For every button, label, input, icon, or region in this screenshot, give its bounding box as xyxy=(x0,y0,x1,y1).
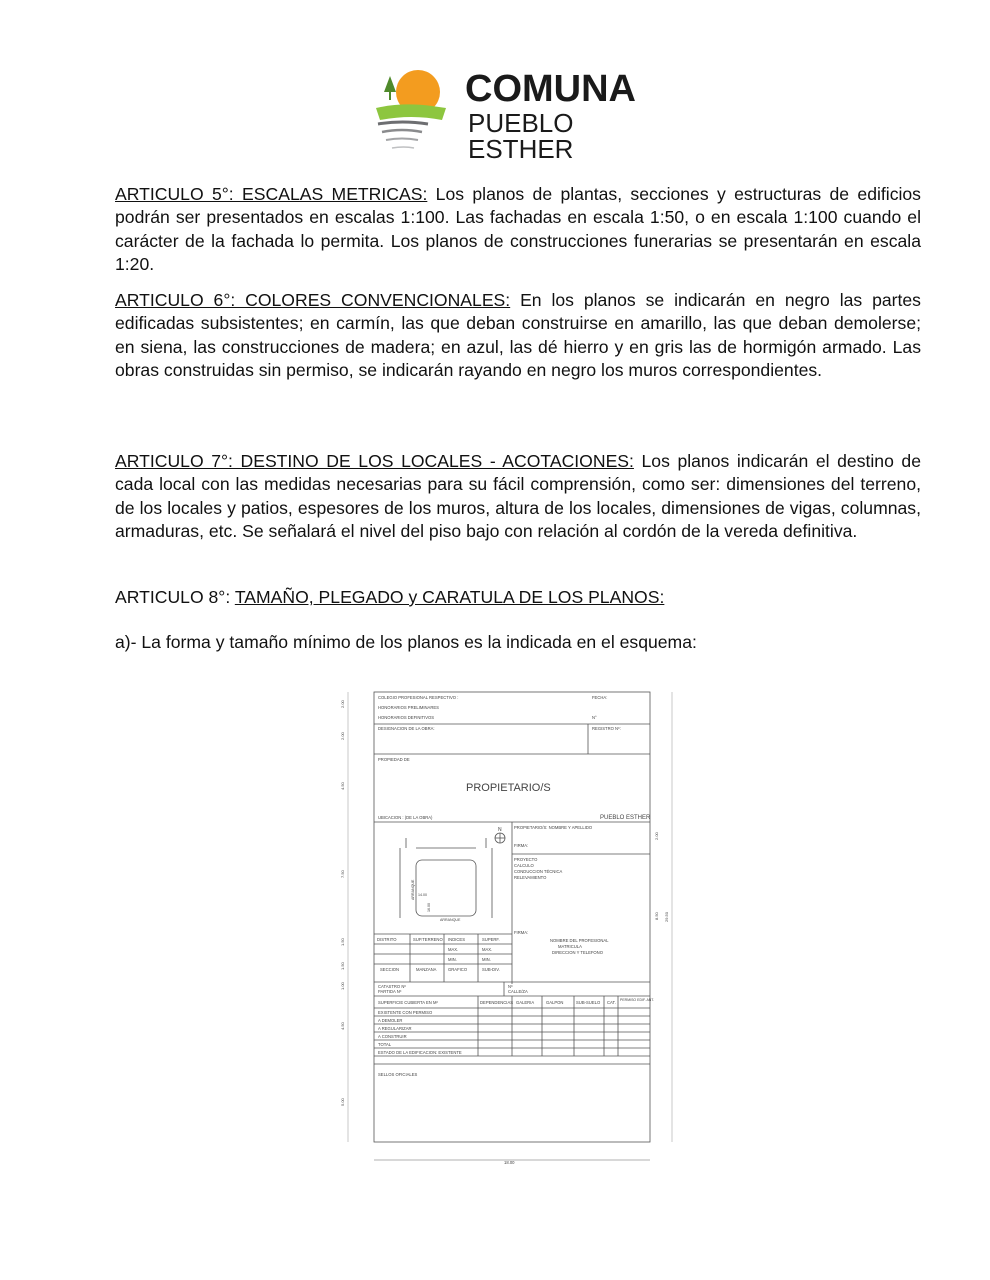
scheme-hon-def: HONORARIOS DEFINITIVOS xyxy=(378,715,435,720)
scheme-sup-row-5: ESTADO DE LA EDIFICACION: EXISTENTE xyxy=(378,1050,462,1055)
scheme-left-dim: 5.00 xyxy=(340,1098,345,1106)
scheme-sup-row-4: TOTAL xyxy=(378,1042,392,1047)
scheme-prop-nombre: PROPIETARIO/S: NOMBRE Y APELLIDO xyxy=(514,825,593,830)
scheme-sup-col-2: GALERIA xyxy=(516,1000,535,1005)
article-8-prefix: ARTICULO 8°: xyxy=(115,587,235,607)
logo-water-2 xyxy=(382,130,422,132)
scheme-left-dim: 1.50 xyxy=(340,962,345,970)
logo-tree xyxy=(384,76,396,92)
logo-emblem-icon xyxy=(372,62,462,154)
scheme-role-conduccion: CONDUCCION TÉCNICA xyxy=(514,869,563,874)
scheme-left-dim: 7.50 xyxy=(340,870,345,878)
logo-grass xyxy=(376,104,446,120)
logo-water-4 xyxy=(392,147,414,148)
plan-layout-scheme xyxy=(330,688,680,1166)
scheme-role-calculo: CALCULO xyxy=(514,863,534,868)
scheme-right-dim: 29.50 xyxy=(664,911,669,922)
scheme-colegio: COLEGIO PROFESIONAL RESPECTIVO : xyxy=(378,695,459,700)
article-5 xyxy=(115,183,921,277)
article-8 xyxy=(115,586,921,609)
scheme-dim-b: 16.00 xyxy=(427,903,431,912)
scheme-partida: PARTIDA Nº xyxy=(378,989,402,994)
scheme-sup-row-1: A DEMOLER xyxy=(378,1018,403,1023)
scheme-calle-n: Nº xyxy=(508,984,513,989)
logo-title: COMUNA xyxy=(465,68,636,110)
comuna-logo xyxy=(372,62,672,164)
scheme-seccion: SECCION xyxy=(380,967,400,972)
scheme-sup-row-3: A CONSTRUIR xyxy=(378,1034,407,1039)
article-5-heading: ARTICULO 5°: ESCALAS METRICAS: xyxy=(115,184,428,204)
scheme-left-dim: 1.50 xyxy=(340,938,345,946)
scheme-max-2: MAX. xyxy=(482,947,493,952)
scheme-max-1: MAX. xyxy=(448,947,459,952)
scheme-catastro: CATASTRO Nº xyxy=(378,984,406,989)
scheme-right-dim: 2.00 xyxy=(654,832,659,840)
scheme-sup-col-3: GALPON xyxy=(546,1000,564,1005)
item-a: a)- La forma y tamaño mínimo de los planos es la indicada en el esquema: xyxy=(115,632,697,652)
scheme-dim-a: 14.00 xyxy=(418,893,427,897)
logo-water-1 xyxy=(378,122,428,124)
scheme-calle: CALLE/ZA xyxy=(508,989,528,994)
scheme-left-dim: 4.50 xyxy=(340,1022,345,1030)
scheme-left-dim: 4.50 xyxy=(340,782,345,790)
article-6-heading: ARTICULO 6°: COLORES CONVENCIONALES: xyxy=(115,290,511,310)
scheme-left-dim: 2.00 xyxy=(340,732,345,740)
scheme-sup-col-5: CAT. xyxy=(607,1000,616,1005)
scheme-sup-terreno: SUP.TERRENO xyxy=(413,937,443,942)
scheme-bottom-dim: 18.00 xyxy=(504,1160,515,1165)
scheme-pueblo: PUEBLO ESTHER xyxy=(600,815,651,821)
scheme-role-relevamiento: RELEVAMIENTO xyxy=(514,875,547,880)
article-5-body: Los planos de plantas, secciones y estructuras de edificios podrán ser presentados en escalas 1:100. Las fachadas en escala 1:50, o en escala 1:100 cuando el carácter de la fachada lo permita. Los planos de construcciones funerarias se presentarán en escala 1:20. xyxy=(115,184,921,275)
scheme-firma1: FIRMA: xyxy=(514,843,529,848)
article-7 xyxy=(115,450,921,544)
scheme-sup-col-4: SUB-SUELO xyxy=(576,1000,601,1005)
scheme-north: N xyxy=(498,827,502,833)
scheme-sup-row-0: EXISTENTE CON PERMISO xyxy=(378,1010,433,1015)
article-8-heading: TAMAÑO, PLEGADO y CARATULA DE LOS PLANOS: xyxy=(234,587,665,607)
article-6-body: En los planos se indicarán en negro las partes edificadas subsistentes; en carmín, las que deban construirse en amarillo, las que deban demolerse; en siena, las construcciones de madera; en azul, las dé hierro y en gris las de hormigón armado. Las obras construidas sin permiso, se indicarán rayando en negro los muros correspondientes. xyxy=(115,290,921,381)
scheme-sup-row-2: A REGULARIZAR xyxy=(378,1026,412,1031)
scheme-propietario-title: PROPIETARIO/S xyxy=(466,782,551,794)
scheme-designacion: DESIGNACION DE LA OBRA: xyxy=(378,726,435,731)
scheme-left-dim: 2.00 xyxy=(340,700,345,708)
logo-water-3 xyxy=(386,139,418,141)
logo-subtitle: PUEBLO ESTHER xyxy=(468,108,574,164)
scheme-firma2: FIRMA: xyxy=(514,930,529,935)
scheme-sup-col-0: SUPERFICIE CUBIERTA EN M² xyxy=(378,1000,438,1005)
scheme-manzana: MANZANA xyxy=(416,967,437,972)
scheme-right-dim: 8.50 xyxy=(654,912,659,920)
article-7-body: Los planos indicarán el destino de cada local con las medidas necesarias para su fácil comprensión, como ser: dimensiones del terreno, de los locales y patios, espesores de los muros, altura de los locales, dimensiones de vigas, columnas, armaduras, etc. Se señalará el nivel del piso bajo con relación al cordón de la vereda definitiva. xyxy=(115,451,922,542)
scheme-superf: SUPERF. xyxy=(482,937,500,942)
scheme-sellos: SELLOS OFICIALES xyxy=(378,1072,418,1077)
scheme-role-proyecto: PROYECTO xyxy=(514,857,538,862)
scheme-left-dim: 1.00 xyxy=(340,982,345,990)
scheme-fecha: FECHA: xyxy=(592,695,608,700)
scheme-min-1: MIN. xyxy=(448,957,457,962)
article-6 xyxy=(115,289,921,383)
scheme-min-2: MIN. xyxy=(482,957,491,962)
scheme-prof-direccion: DIRECCION Y TELEFONO xyxy=(552,950,603,955)
scheme-arranque-v: ARRANQUE xyxy=(411,879,415,900)
scheme-indices: INDICES xyxy=(448,937,465,942)
scheme-prof-matricula: MATRICULA xyxy=(558,944,582,949)
scheme-ubicacion: UBICACION : (DE LA OBRA) xyxy=(378,815,433,820)
scheme-hon-prelim: HONORARIOS PRELIMINARES xyxy=(378,705,439,710)
scheme-n: N° xyxy=(592,715,597,720)
scheme-arranque-h: ARRANQUE xyxy=(440,918,461,922)
scheme-prof-nombre: NOMBRE DEL PROFESIONAL xyxy=(550,938,609,943)
scheme-propiedad: PROPIEDAD DE xyxy=(378,757,410,762)
scheme-grafico: GRAFICO xyxy=(448,967,468,972)
scheme-distrito: DISTRITO xyxy=(377,937,397,942)
article-7-heading: ARTICULO 7°: DESTINO DE LOS LOCALES - ACOTACIONES: xyxy=(115,451,634,471)
scheme-sup-col-1: DEPENDENCIAS xyxy=(480,1000,514,1005)
scheme-sup-col-6: PERMISO EDIF. ANT. xyxy=(620,998,655,1002)
scheme-registro: REGISTRO Nº: xyxy=(592,726,621,731)
scheme-subdiv: SUB-DIV. xyxy=(482,967,500,972)
